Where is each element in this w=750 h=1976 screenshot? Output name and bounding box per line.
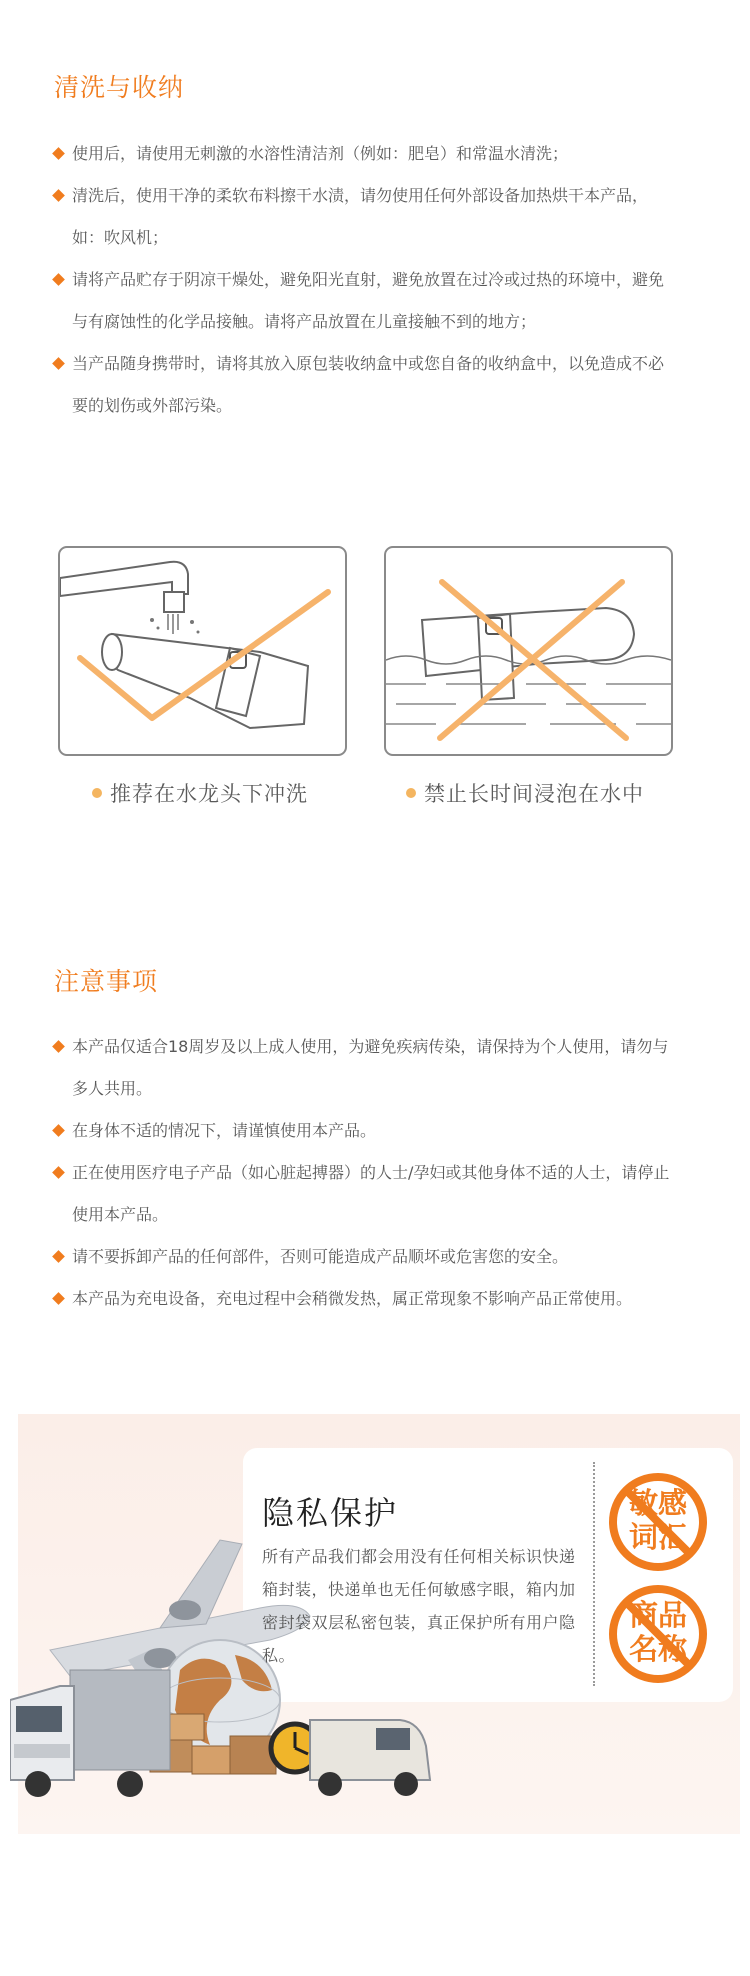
list-item: 使用后，请使用无刺激的水溶性清洁剂（例如：肥皂）和常温水清洗； bbox=[54, 133, 674, 175]
cleaning-title: 清洗与收纳 bbox=[54, 73, 185, 102]
no-soaking-illustration bbox=[384, 546, 673, 756]
diamond-bullet-icon bbox=[52, 1040, 65, 1053]
no-sensitive-words-badge bbox=[606, 1470, 710, 1574]
diamond-bullet-icon bbox=[52, 357, 65, 370]
badge-line: 名称 bbox=[628, 1632, 687, 1666]
list-item: 请不要拆卸产品的任何部件，否则可能造成产品顺坏或危害您的安全。 bbox=[54, 1236, 674, 1278]
strike-line-icon bbox=[606, 1470, 710, 1574]
notes-title: 注意事项 bbox=[54, 967, 159, 996]
dot-bullet-icon bbox=[406, 788, 416, 798]
no-soaking-drawing bbox=[386, 548, 671, 754]
diamond-bullet-icon bbox=[52, 189, 65, 202]
diamond-bullet-icon bbox=[52, 1124, 65, 1137]
privacy-title: 隐私保护 bbox=[262, 1494, 399, 1532]
truck-icon bbox=[10, 1670, 170, 1797]
faucet-rinse-illustration bbox=[58, 546, 347, 756]
no-product-name-badge bbox=[606, 1582, 710, 1686]
list-item: 请将产品贮存于阴凉干燥处，避免阳光直射，避免放置在过冷或过热的环境中，避免与有腐蚀性的化学品接触。请将产品放置在儿童接触不到的地方； bbox=[54, 259, 674, 343]
diamond-bullet-icon bbox=[52, 1292, 65, 1305]
cleaning-list bbox=[54, 133, 674, 427]
list-item: 在身体不适的情况下，请谨慎使用本产品。 bbox=[54, 1110, 674, 1152]
diamond-bullet-icon bbox=[52, 273, 65, 286]
list-item: 正在使用医疗电子产品（如心脏起搏器）的人士/孕妇或其他身体不适的人士，请停止使用本产品。 bbox=[54, 1152, 674, 1236]
divider bbox=[593, 1462, 595, 1686]
list-item: 本产品仅适合18周岁及以上成人使用，为避免疾病传染，请保持为个人使用，请勿与多人共用。 bbox=[54, 1026, 674, 1110]
van-icon bbox=[310, 1720, 430, 1796]
privacy-text: 所有产品我们都会用没有任何相关标识快递箱封装，快递单也无任何敏感字眼，箱内加密封袋双层私密包装，真正保护所有用户隐私。 bbox=[262, 1547, 576, 1665]
right-caption: 禁止长时间浸泡在水中 bbox=[406, 778, 644, 808]
diamond-bullet-icon bbox=[52, 1250, 65, 1263]
list-item: 清洗后，使用干净的柔软布料擦干水渍，请勿使用任何外部设备加热烘干本产品，如：吹风机； bbox=[54, 175, 674, 259]
list-item: 当产品随身携带时，请将其放入原包装收纳盒中或您自备的收纳盒中，以免造成不必要的划伤或外部污染。 bbox=[54, 343, 674, 427]
left-caption: 推荐在水龙头下冲洗 bbox=[92, 778, 308, 808]
dot-bullet-icon bbox=[92, 788, 102, 798]
badge-line: 商品 bbox=[628, 1598, 687, 1632]
badge-line: 词汇 bbox=[628, 1520, 687, 1554]
badge-line: 敏感 bbox=[628, 1486, 687, 1520]
faucet-rinse-drawing bbox=[60, 548, 345, 754]
notes-list bbox=[54, 1026, 674, 1320]
strike-line-icon bbox=[606, 1582, 710, 1686]
diamond-bullet-icon bbox=[52, 147, 65, 160]
diamond-bullet-icon bbox=[52, 1166, 65, 1179]
list-item: 本产品为充电设备，充电过程中会稍微发热，属正常现象不影响产品正常使用。 bbox=[54, 1278, 674, 1320]
